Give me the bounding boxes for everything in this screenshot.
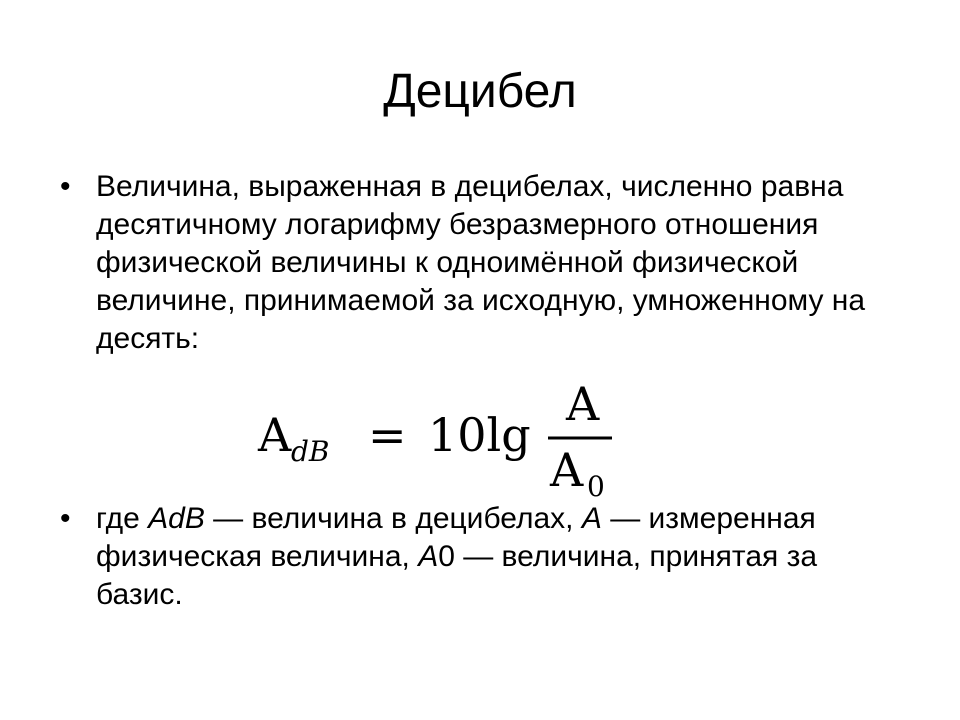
bullet-legend-text bbox=[96, 500, 880, 614]
formula-coefficient: 10lg bbox=[428, 408, 531, 462]
decibel-formula bbox=[250, 380, 630, 500]
bullet-legend bbox=[60, 500, 880, 614]
legend-where: где bbox=[96, 502, 149, 535]
formula-graphic bbox=[250, 380, 630, 500]
bullet-definition-text: Величина, выраженная в децибелах, численно равна десятичному логарифму безразмерного отношения физической величины к одноимённой физической величине, принимаемой за исходную, умноженному на десять: bbox=[96, 170, 866, 355]
legend-a0-sub: 0 bbox=[438, 540, 455, 573]
bullet-definition bbox=[60, 168, 880, 358]
legend-a0-desc: — величина, принятая за базис. bbox=[96, 540, 818, 611]
bullet-icon: • bbox=[60, 170, 71, 203]
bullet-icon: • bbox=[60, 502, 71, 535]
formula-numerator: A bbox=[566, 380, 600, 431]
formula-equals: = bbox=[368, 408, 407, 462]
legend-adb-desc: — величина в децибелах, bbox=[204, 502, 582, 535]
formula-denominator-subscript: 0 bbox=[587, 470, 605, 500]
formula-lhs-subscript: dB bbox=[291, 435, 330, 468]
formula-denominator-base: A bbox=[550, 443, 584, 497]
legend-a-desc: — измеренная физическая величина, bbox=[96, 502, 816, 573]
formula-lhs-base: A bbox=[258, 408, 292, 462]
legend-adb-symbol: AdB bbox=[148, 502, 205, 535]
legend-a0-symbol: A bbox=[418, 540, 439, 573]
slide-title: Децибел bbox=[383, 65, 577, 118]
legend-a-symbol: A bbox=[581, 502, 602, 535]
